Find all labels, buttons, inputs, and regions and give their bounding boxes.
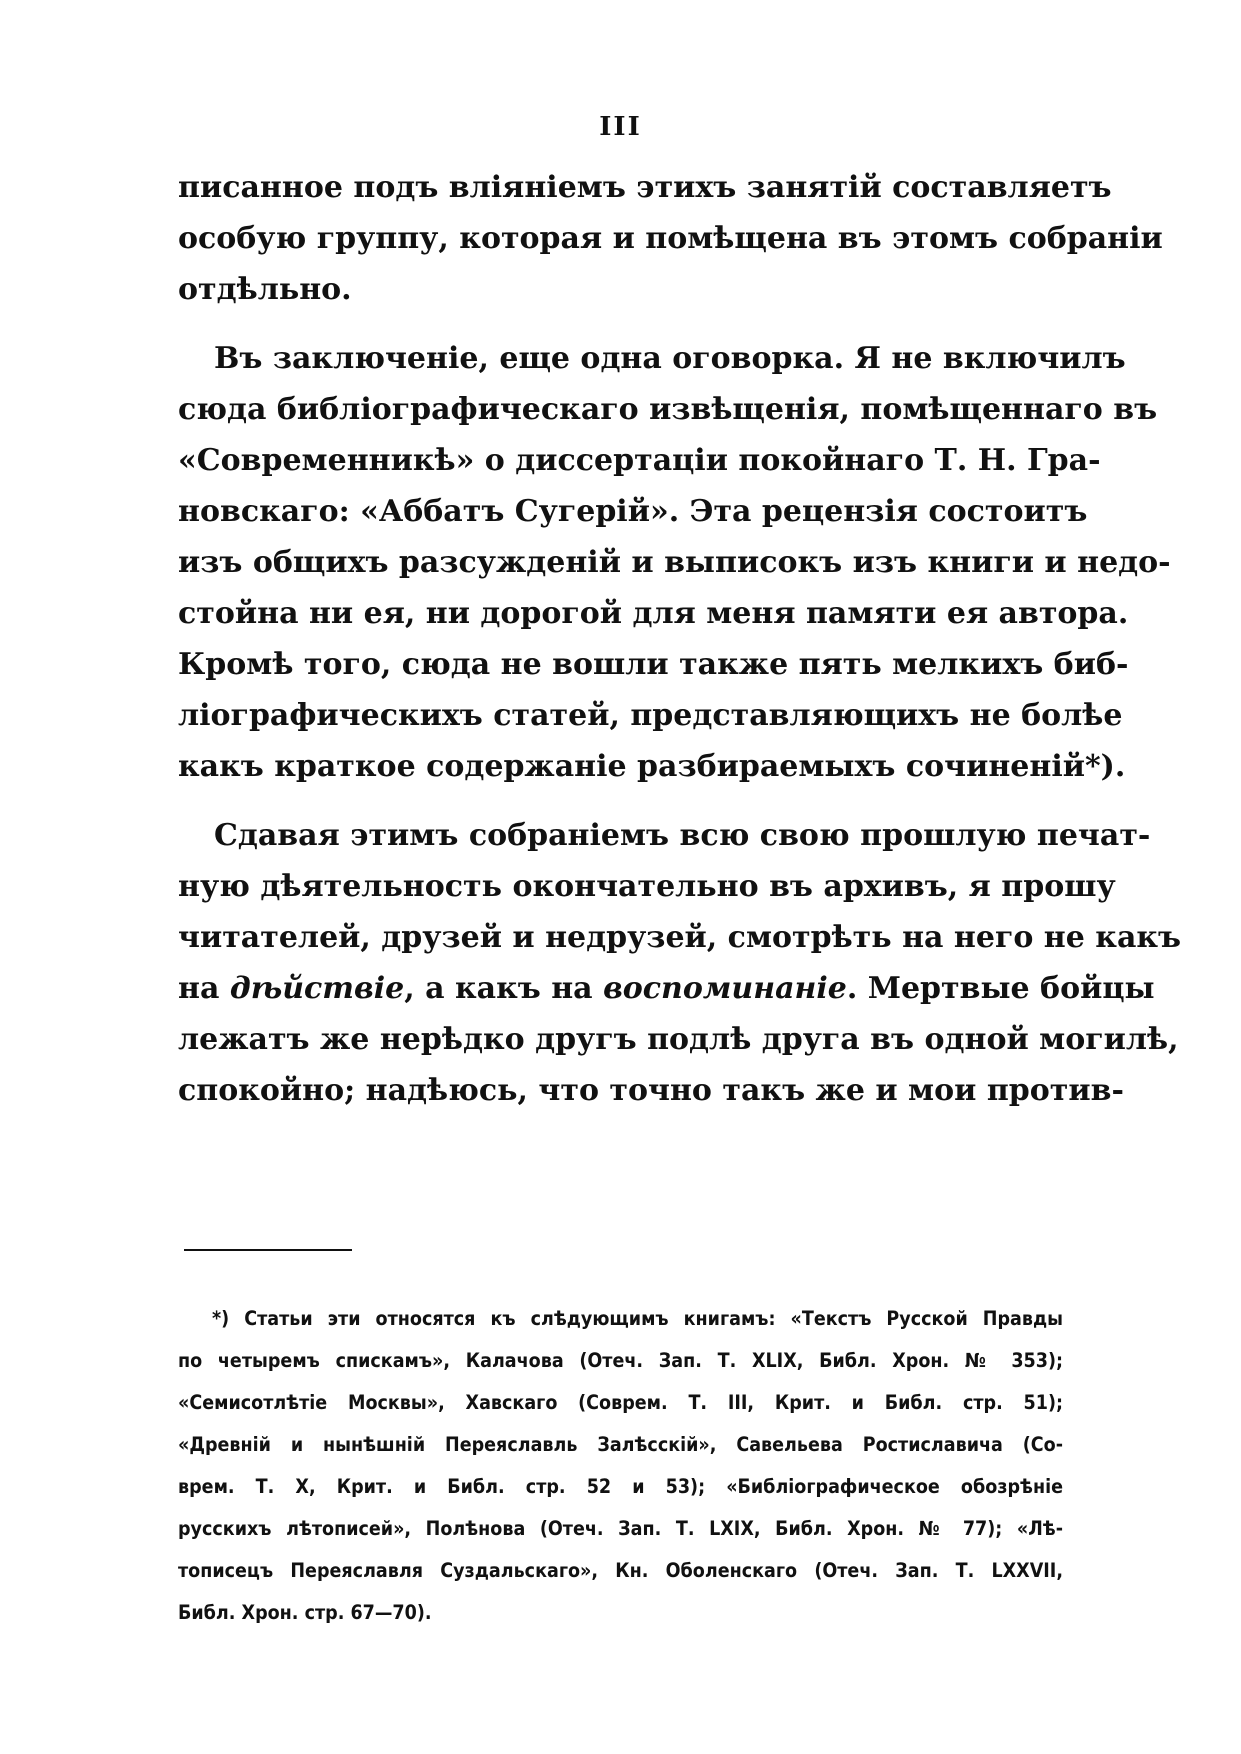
paragraph3-line: ную дѣятельность окончательно въ архивъ, я прошу: [178, 869, 1116, 904]
footnote-line: врем. Т. X, Крит. и Библ. стр. 52 и 53); «Библіографическое обозрѣніе: [178, 1475, 1063, 1498]
footnote-line: «Семисотлѣтіе Москвы», Хавскаго (Соврем. Т. III, Крит. и Библ. стр. 51);: [178, 1391, 1063, 1414]
paragraph3-line: читателей, друзей и недрузей, смотрѣть на него не какъ: [178, 920, 1182, 955]
footnote-line: по четыремъ спискамъ», Калачова (Отеч. Зап. Т. XLIX, Библ. Хрон. № 353);: [178, 1349, 1063, 1372]
paragraph2-line: ліографическихъ статей, представляющихъ не болѣе: [178, 698, 1123, 733]
paragraph2-line: изъ общихъ разсужденій и выписокъ изъ книги и недо-: [178, 545, 1171, 580]
paragraph3-line: лежатъ же нерѣдко другъ подлѣ друга въ одной могилѣ,: [178, 1022, 1179, 1057]
paragraph1-line: писанное подъ вліяніемъ этихъ занятій составляетъ: [178, 170, 1112, 205]
paragraph3-line: Сдавая этимъ собраніемъ всю свою прошлую печат-: [214, 818, 1151, 853]
footnote-line: тописецъ Переяславля Суздальскаго», Кн. Оболенскаго (Отеч. Зап. Т. LXXVII,: [178, 1559, 1063, 1582]
page-number: III: [599, 112, 642, 142]
paragraph2-line: Кромѣ того, сюда не вошли также пять мелкихъ биб-: [178, 647, 1129, 682]
paragraph3-line: [178, 971, 1155, 1007]
text-run: , а какъ на: [404, 971, 604, 1006]
paragraph1-line: отдѣльно.: [178, 272, 352, 307]
paragraph2-line: Въ заключеніе, еще одна оговорка. Я не включилъ: [214, 341, 1126, 376]
footnote-rule: [184, 1249, 352, 1251]
emphasis-text: дѣйствіе: [229, 971, 405, 1006]
paragraph2-line: стойна ни ея, ни дорогой для меня памяти ея автора.: [178, 596, 1129, 631]
footnote-line: Библ. Хрон. стр. 67—70).: [178, 1601, 432, 1624]
text-run: . Мертвые бойцы: [846, 971, 1155, 1006]
text-run: на: [178, 971, 230, 1006]
paragraph3-line: спокойно; надѣюсь, что точно такъ же и мои против-: [178, 1073, 1124, 1108]
paragraph2-line: какъ краткое содержаніе разбираемыхъ сочиненій*).: [178, 749, 1126, 784]
emphasis-text: воспоминаніе: [603, 971, 847, 1006]
paragraph2-line: новскаго: «Аббатъ Сугерій». Эта рецензія состоитъ: [178, 494, 1088, 529]
footnote-line: *) Статьи эти относятся къ слѣдующимъ книгамъ: «Текстъ Русской Правды: [212, 1307, 1063, 1330]
paragraph2-line: «Современникѣ» о диссертаціи покойнаго Т. Н. Гра-: [178, 443, 1101, 478]
paragraph1-line: особую группу, которая и помѣщена въ этомъ собраніи: [178, 221, 1163, 256]
footnote-line: «Древній и нынѣшній Переяславль Залѣсскій», Савельева Ростиславича (Со-: [178, 1433, 1063, 1456]
paragraph2-line: сюда библіографическаго извѣщенія, помѣщеннаго въ: [178, 392, 1158, 427]
footnote-line: русскихъ лѣтописей», Полѣнова (Отеч. Зап. Т. LXIX, Библ. Хрон. № 77); «Лѣ-: [178, 1517, 1063, 1540]
